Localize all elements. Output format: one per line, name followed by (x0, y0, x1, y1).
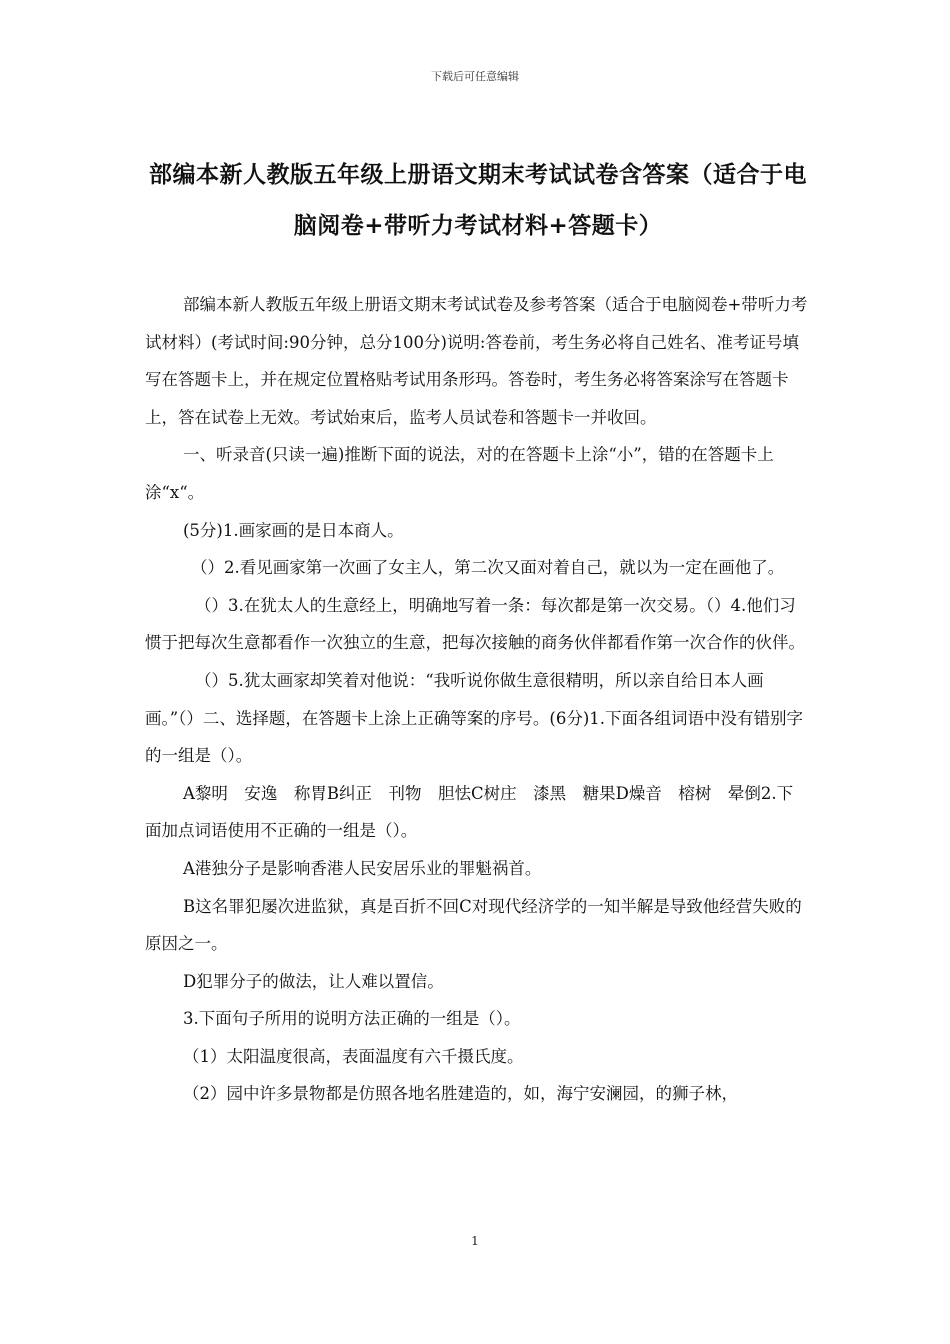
paragraph-question-1: (5分)1.画家画的是日本商人。 (183, 520, 404, 540)
paragraph-section-one: 一、听录音(只读一遍)推断下面的说法，对的在答题卡上涂“小”，错的在答题卡上涂“x“。 (145, 445, 774, 502)
document-title: 部编本新人教版五年级上册语文期末考试试卷含答案（适合于电脑阅卷+带听力考试材料+答题卡） (149, 162, 807, 239)
header-note: 下载后可任意编辑 (431, 70, 519, 83)
paragraph-question-3-4: （）3.在犹太人的生意经上，明确地写着一条：每次都是第一次交易。（）4.他们习惯于把每次生意都看作一次独立的生意，把每次接触的商务伙伴都看作第一次合作的伙伴。 (145, 595, 805, 653)
paragraph-choice-2b: B这名罪犯屡次进监狱，真是百折不回C对现代经济学的一知半解是导致他经营失败的原因之一。 (145, 896, 802, 954)
paragraph-choice-2a: A港独分子是影响香港人民安居乐业的罪魁祸首。 (183, 858, 542, 878)
page-number: 1 (471, 1234, 479, 1248)
paragraph-question-2: （）2.看见画家第一次画了女主人，第二次又面对着自己，就以为一定在画他了。 (191, 558, 785, 578)
paragraph-intro: 部编本新人教版五年级上册语文期末考试试卷及参考答案（适合于电脑阅卷+带听力考试材料）(考试时间:90分钟，总分100分)说明:答卷前，考生务必将自己姓名、准考证号填写在答题卡上，并在规定位置格贴考试用条形玛。答卷时，考生务必将答案涂写在答题卡上，答在试卷上无效。考试始束后，监考人员试卷和答题卡一并收回。 (145, 295, 808, 427)
paragraph-choice-1: A黎明 安逸 称胃B纠正 刊物 胆怯C树庄 漆黑 糖果D燥音 榕树 晕倒2.下面加点词语使用不正确的一组是（）。 (145, 783, 794, 841)
paragraph-choice-3-item-1: （1）太阳温度很高，表面温度有六千摄氏度。 (183, 1046, 524, 1066)
paragraph-choice-3: 3.下面句子所用的说明方法正确的一组是（）。 (183, 1009, 521, 1029)
paragraph-choice-2d: D犯罪分子的做法，让人难以置信。 (183, 971, 444, 991)
document-body (145, 286, 809, 1113)
paragraph-question-5: （）5.犹太画家却笑着对他说：“我听说你做生意很精明，所以亲自给日本人画画。”（）二、选择题，在答题卡上涂上正确等案的序号。(6分)1.下面各组词语中没有错别字的一组是（）。 (145, 670, 804, 766)
paragraph-choice-3-item-2: （2）园中许多景物都是仿照各地名胜建造的，如，海宁安澜园，的狮子林， (183, 1084, 738, 1104)
